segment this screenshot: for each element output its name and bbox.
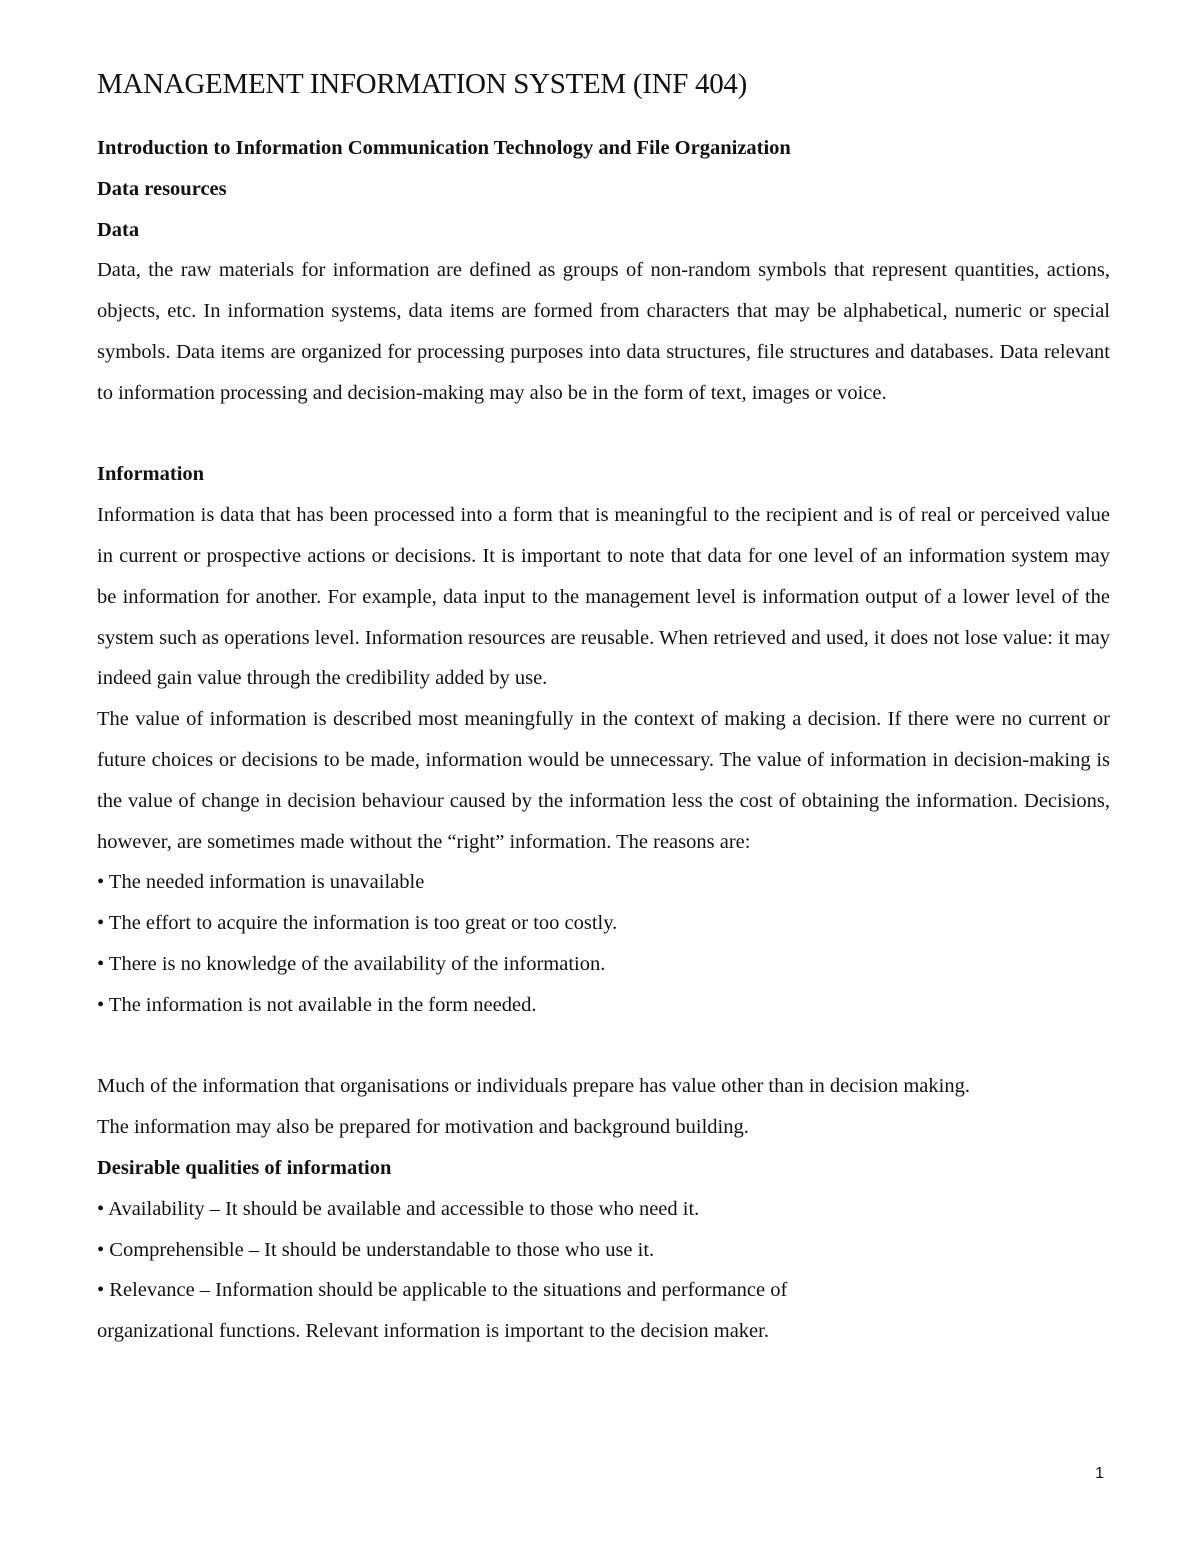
information-paragraph-1: Information is data that has been processed into a form that is meaningful to the recipient and is of real or perceived value in current or prospective actions or decisions. It is important to note that data for one level of an information system may be information for another. For example, data input to the management level is information output of a lower level of the system such as operations level. Information resources are reusable. When retrieved and used, it does not lose value: it may indeed gain value through the credibility added by use.: [97, 504, 1110, 690]
list-item: • Availability – It should be available and accessible to those who need it.: [97, 1197, 700, 1220]
reasons-list: [97, 862, 1110, 1025]
page-number: 1: [1095, 1465, 1104, 1482]
list-item: • Relevance – Information should be applicable to the situations and performance of: [97, 1279, 788, 1302]
data-paragraph: Data, the raw materials for information are defined as groups of non-random symbols that represent quantities, actions, objects, etc. In information systems, data items are formed from characters that may be alphabetical, numeric or special symbols. Data items are organized for processing purposes into data structures, file structures and databases. Data relevant to information processing and decision-making may also be in the form of text, images or voice.: [97, 259, 1110, 404]
list-item: • There is no knowledge of the availability of the information.: [97, 952, 606, 975]
subtitle-heading: Introduction to Information Communication Technology and File Organization: [97, 137, 791, 159]
qualities-list: [97, 1189, 1110, 1311]
information-paragraph-2: The value of information is described most meaningfully in the context of making a decision. If there were no current or future choices or decisions to be made, information would be unnecessary. The value of information in decision-making is the value of change in decision behaviour caused by the information less the cost of obtaining the information. Decisions, however, are sometimes made without the “right” information. The reasons are:: [97, 708, 1110, 853]
section-heading-qualities: Desirable qualities of information: [97, 1156, 392, 1179]
blank-line: [97, 1026, 1110, 1067]
list-item: • The effort to acquire the information is too great or too costly.: [97, 912, 618, 935]
section-heading-data-resources: Data resources: [97, 177, 227, 200]
blank-line: [97, 414, 1110, 455]
list-item: • The needed information is unavailable: [97, 871, 425, 894]
document-page: [97, 62, 1110, 1352]
document-title: MANAGEMENT INFORMATION SYSTEM (INF 404): [97, 68, 747, 100]
information-paragraph-3-line-2: The information may also be prepared for motivation and background building.: [97, 1116, 749, 1139]
qualities-continuation: organizational functions. Relevant information is important to the decision maker.: [97, 1320, 769, 1343]
list-item: • The information is not available in the form needed.: [97, 993, 537, 1016]
section-heading-information: Information: [97, 463, 205, 486]
section-heading-data: Data: [97, 218, 140, 241]
information-paragraph-3-line-1: Much of the information that organisations or individuals prepare has value other than in decision making.: [97, 1075, 970, 1098]
list-item: • Comprehensible – It should be understandable to those who use it.: [97, 1238, 655, 1261]
